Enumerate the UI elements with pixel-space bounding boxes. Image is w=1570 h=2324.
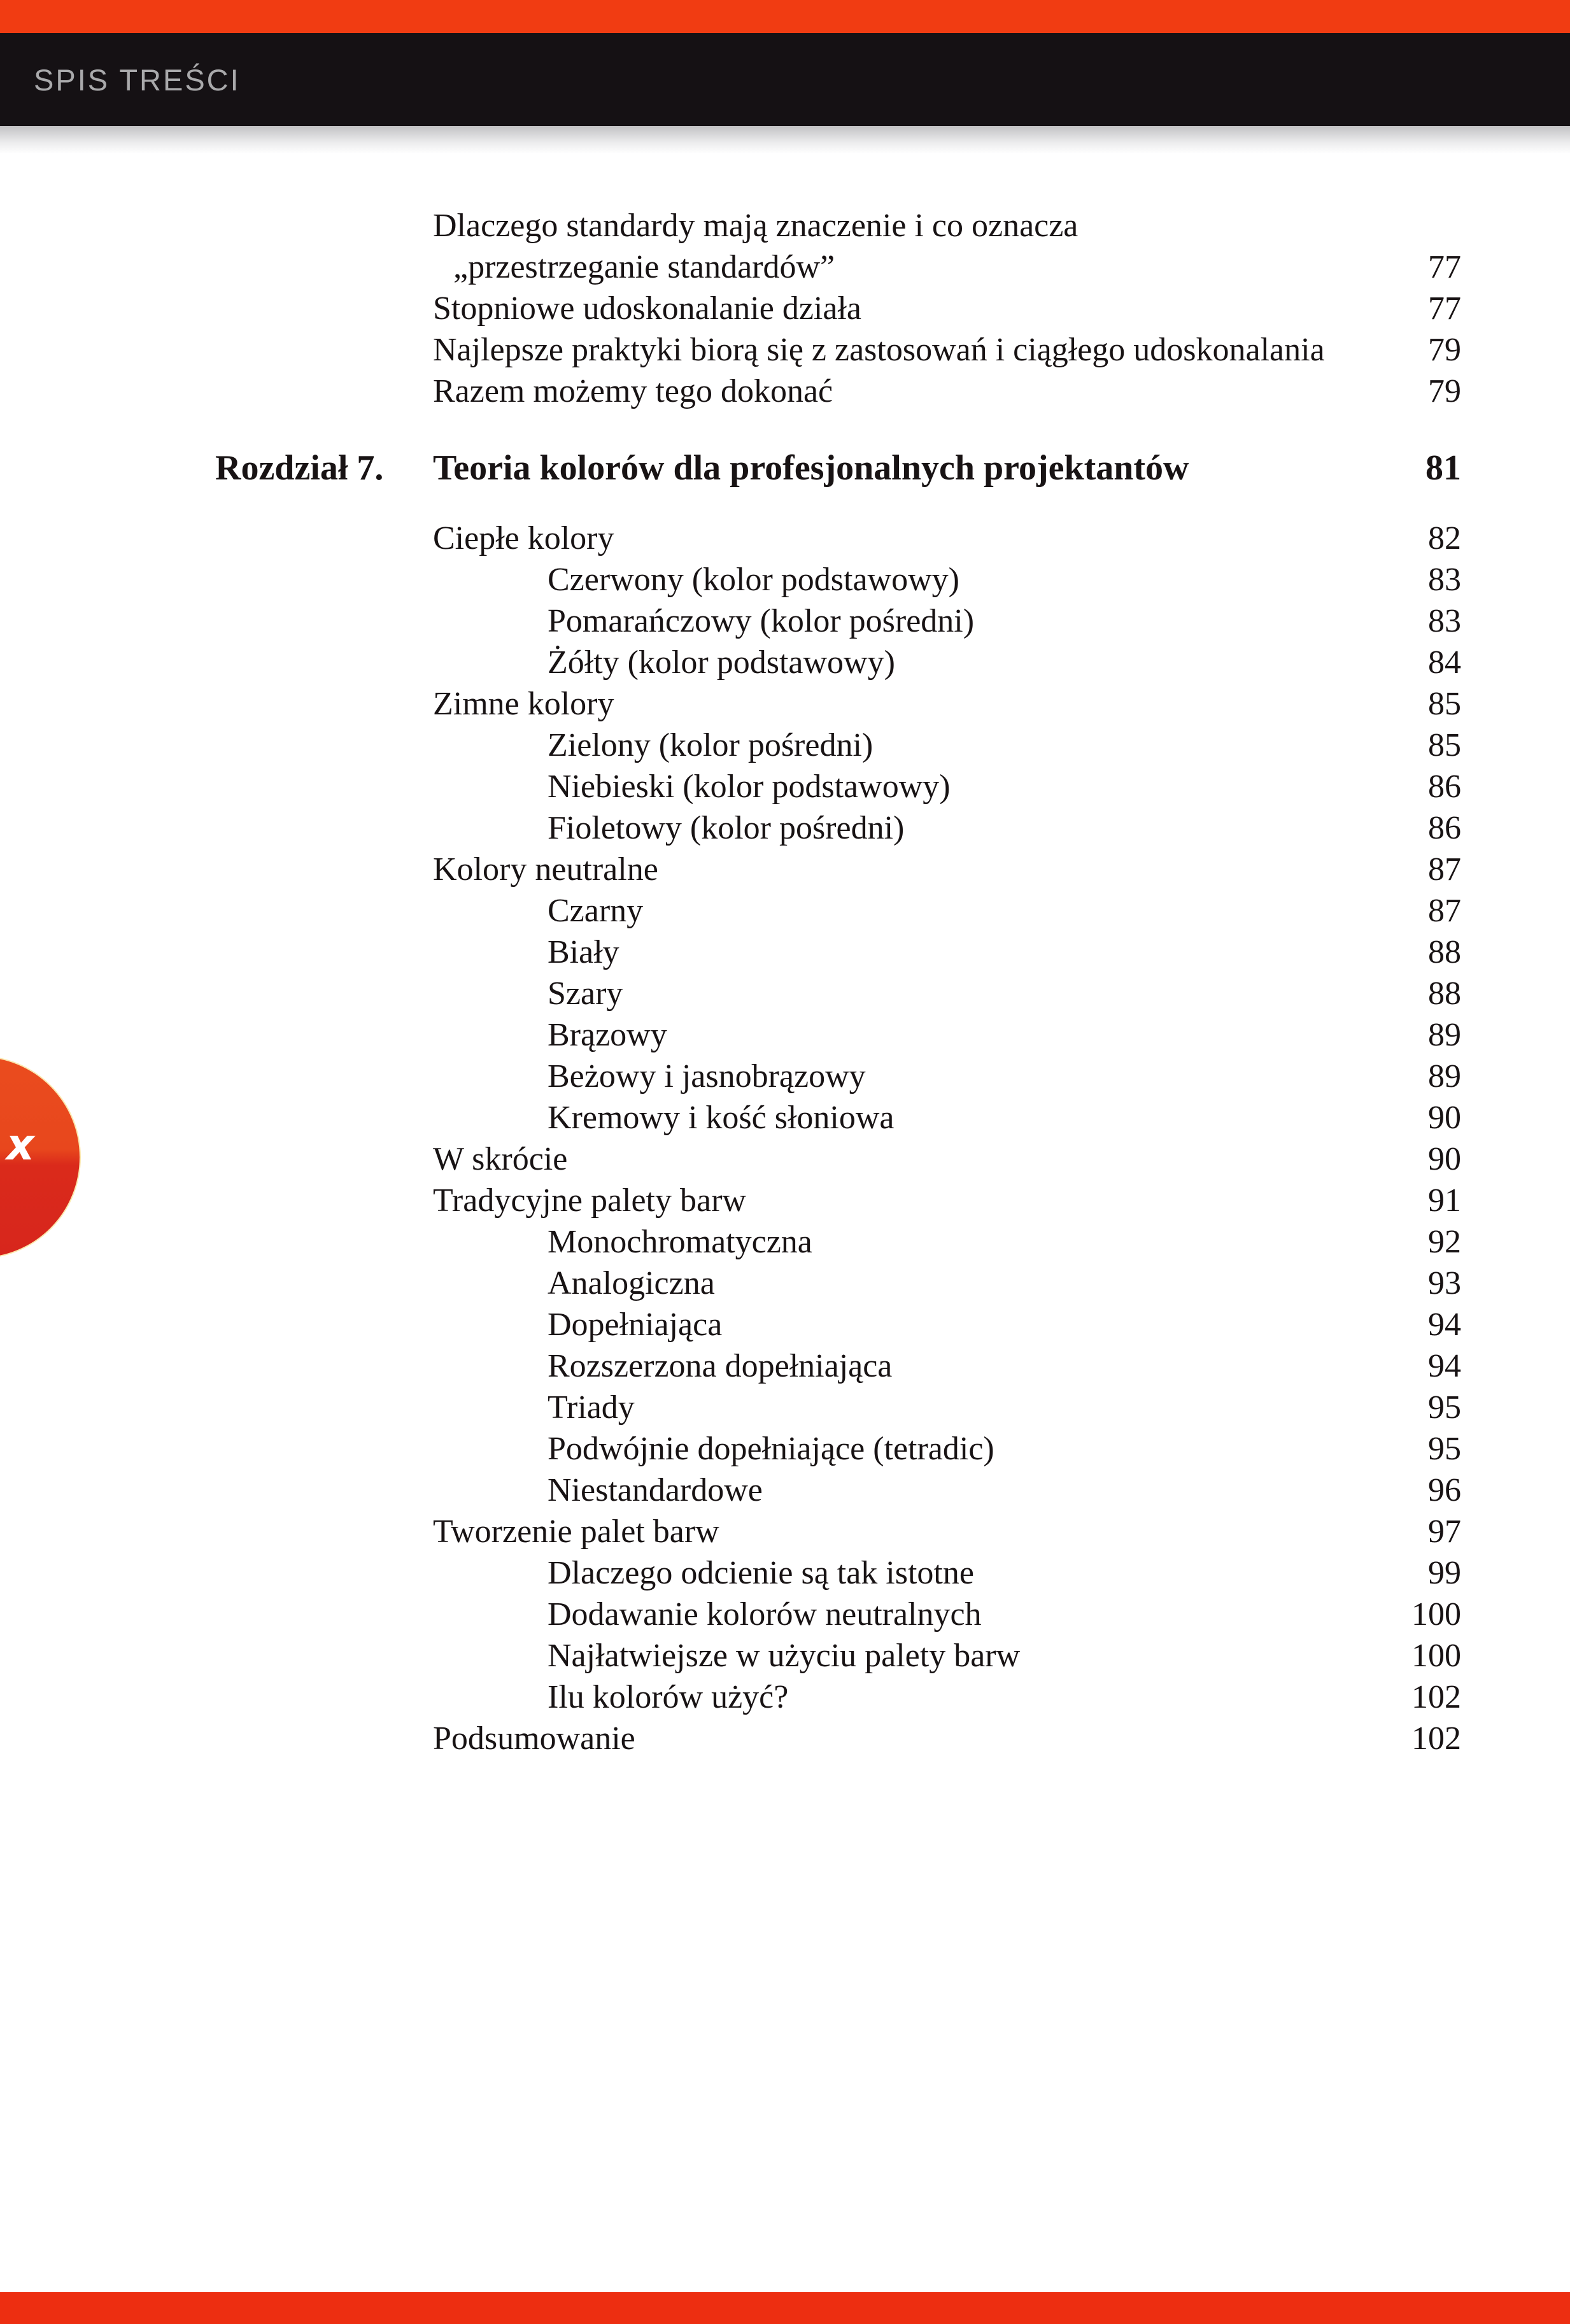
toc-row	[433, 559, 1461, 600]
toc-entry-title: Pomarańczowy (kolor pośredni)	[548, 603, 975, 639]
toc-entry-page: 95	[1428, 1431, 1461, 1467]
toc-entry-title: Dlaczego odcienie są tak istotne	[548, 1555, 974, 1591]
toc-entry-page: 79	[1428, 373, 1461, 409]
chapter-number-label: Rozdział 7.	[215, 448, 384, 488]
toc-row	[433, 371, 1461, 412]
toc-entry-title: Brązowy	[548, 1017, 667, 1053]
toc-entry-title: Razem możemy tego dokonać	[433, 373, 833, 409]
toc-entry-page: 85	[1428, 686, 1461, 722]
toc-entry-page: 84	[1428, 644, 1461, 681]
toc-row	[433, 1138, 1461, 1180]
toc-row	[433, 1221, 1461, 1263]
toc-entry-title: Zimne kolory	[433, 686, 614, 722]
toc-row	[433, 205, 1461, 246]
toc-entry-page: 100	[1411, 1596, 1461, 1633]
toc-entry-title: Zielony (kolor pośredni)	[548, 727, 873, 763]
chapter-page-number: 81	[1425, 448, 1461, 488]
toc-row	[433, 1676, 1461, 1718]
toc-entry-page: 89	[1428, 1058, 1461, 1095]
toc-entry-page: 86	[1428, 810, 1461, 846]
toc-row	[433, 1097, 1461, 1138]
toc-entry-page: 88	[1428, 975, 1461, 1012]
toc-row	[433, 725, 1461, 766]
toc-entry-title: Żółty (kolor podstawowy)	[548, 644, 895, 681]
toc-row	[433, 973, 1461, 1014]
toc-entry-page: 100	[1411, 1638, 1461, 1674]
toc-row	[433, 890, 1461, 932]
toc-row	[433, 329, 1461, 371]
toc-entry-title: „przestrzeganie standardów”	[453, 249, 835, 285]
toc-entry-page: 86	[1428, 769, 1461, 805]
toc-entry-page: 83	[1428, 603, 1461, 639]
toc-row	[433, 1180, 1461, 1221]
toc-entry-title: Analogiczna	[548, 1265, 715, 1301]
toc-entry-page: 87	[1428, 851, 1461, 888]
toc-entry-page: 79	[1428, 332, 1461, 368]
toc-chapter-row	[215, 445, 1461, 491]
toc-row	[433, 766, 1461, 807]
toc-row	[433, 1594, 1461, 1635]
toc-entry-title: Szary	[548, 975, 623, 1012]
toc-entry-page: 90	[1428, 1100, 1461, 1136]
toc-entry-title: Czarny	[548, 893, 644, 929]
toc-chapter-heading	[215, 445, 1461, 491]
toc-row	[433, 288, 1461, 329]
toc-entry-title: Fioletowy (kolor pośredni)	[548, 810, 905, 846]
toc-row	[433, 1304, 1461, 1345]
toc-row	[433, 1014, 1461, 1056]
toc-entry-page: 102	[1411, 1679, 1461, 1715]
toc-entry-page: 88	[1428, 934, 1461, 970]
toc-entry-page: 77	[1428, 290, 1461, 327]
toc-entry-title: Niestandardowe	[548, 1472, 763, 1508]
toc-entry-page: 95	[1428, 1389, 1461, 1426]
toc-entry-page: 87	[1428, 893, 1461, 929]
toc-row	[433, 1635, 1461, 1676]
side-thumb-tab	[0, 1057, 80, 1258]
toc-row	[433, 1552, 1461, 1594]
toc-intro-block	[433, 205, 1461, 412]
toc-entry-title: Najlepsze praktyki biorą się z zastosowań i ciągłego udoskonalania	[433, 332, 1325, 368]
toc-entry-title: Beżowy i jasnobrązowy	[548, 1058, 866, 1095]
toc-entry-title: Triady	[548, 1389, 635, 1426]
bottom-red-bar	[0, 2292, 1570, 2324]
toc-row	[433, 1511, 1461, 1552]
toc-entry-title: Kremowy i kość słoniowa	[548, 1100, 895, 1136]
toc-items-block	[433, 518, 1461, 1759]
toc-row	[433, 932, 1461, 973]
toc-entry-page: 85	[1428, 727, 1461, 763]
toc-row	[433, 518, 1461, 559]
toc-entry-title: Ciepłe kolory	[433, 520, 614, 556]
toc-entry-page: 97	[1428, 1513, 1461, 1550]
header-bar	[0, 33, 1570, 126]
toc-entry-title: Kolory neutralne	[433, 851, 658, 888]
toc-entry-title: Biały	[548, 934, 619, 970]
toc-row	[433, 246, 1461, 288]
header-fade-gradient	[0, 126, 1570, 154]
top-orange-bar	[0, 0, 1570, 33]
toc-row	[433, 1470, 1461, 1511]
toc-entry-page: 89	[1428, 1017, 1461, 1053]
toc-entry-page: 99	[1428, 1555, 1461, 1591]
toc-entry-page: 94	[1428, 1348, 1461, 1384]
toc-row	[433, 1387, 1461, 1428]
toc-entry-page: 77	[1428, 249, 1461, 285]
toc-entry-page: 93	[1428, 1265, 1461, 1301]
toc-entry-title: Stopniowe udoskonalanie działa	[433, 290, 861, 327]
toc-entry-page: 90	[1428, 1141, 1461, 1177]
toc-entry-title: Monochromatyczna	[548, 1224, 812, 1260]
toc-entry-title: Niebieski (kolor podstawowy)	[548, 769, 951, 805]
toc-entry-page: 82	[1428, 520, 1461, 556]
toc-row	[433, 849, 1461, 890]
toc-entry-title: Dodawanie kolorów neutralnych	[548, 1596, 982, 1633]
toc-entry-title: Najłatwiejsze w użyciu palety barw	[548, 1638, 1021, 1674]
toc-entry-title: Rozszerzona dopełniająca	[548, 1348, 893, 1384]
toc-entry-title: W skrócie	[433, 1141, 568, 1177]
toc-entry-page: 92	[1428, 1224, 1461, 1260]
toc-row	[433, 1345, 1461, 1387]
toc-entry-title: Tradycyjne palety barw	[433, 1182, 746, 1219]
toc-entry-title: Tworzenie palet barw	[433, 1513, 719, 1550]
toc-entry-page: 96	[1428, 1472, 1461, 1508]
toc-entry-page: 94	[1428, 1307, 1461, 1343]
toc-entry-page: 91	[1428, 1182, 1461, 1219]
toc-entry-title: Ilu kolorów użyć?	[548, 1679, 789, 1715]
chapter-title: Teoria kolorów dla profesjonalnych projektantów	[433, 448, 1189, 488]
toc-entry-title: Dlaczego standardy mają znaczenie i co oznacza	[433, 208, 1078, 244]
toc-entry-title: Czerwony (kolor podstawowy)	[548, 562, 959, 598]
toc-row	[433, 1718, 1461, 1759]
toc-row	[433, 1056, 1461, 1097]
toc-entry-page: 83	[1428, 562, 1461, 598]
toc-entry-page: 102	[1411, 1720, 1461, 1757]
toc-entry-title: Podsumowanie	[433, 1720, 635, 1757]
side-thumb-tab-label: x	[6, 1120, 34, 1170]
toc-row	[433, 1263, 1461, 1304]
toc-row	[433, 600, 1461, 642]
toc-row	[433, 683, 1461, 725]
toc-row	[433, 807, 1461, 849]
toc-row	[433, 642, 1461, 683]
toc-entry-title: Dopełniająca	[548, 1307, 723, 1343]
page-title: SPIS TREŚCI	[34, 62, 241, 97]
toc-entry-title: Podwójnie dopełniające (tetradic)	[548, 1431, 994, 1467]
toc-row	[433, 1428, 1461, 1470]
